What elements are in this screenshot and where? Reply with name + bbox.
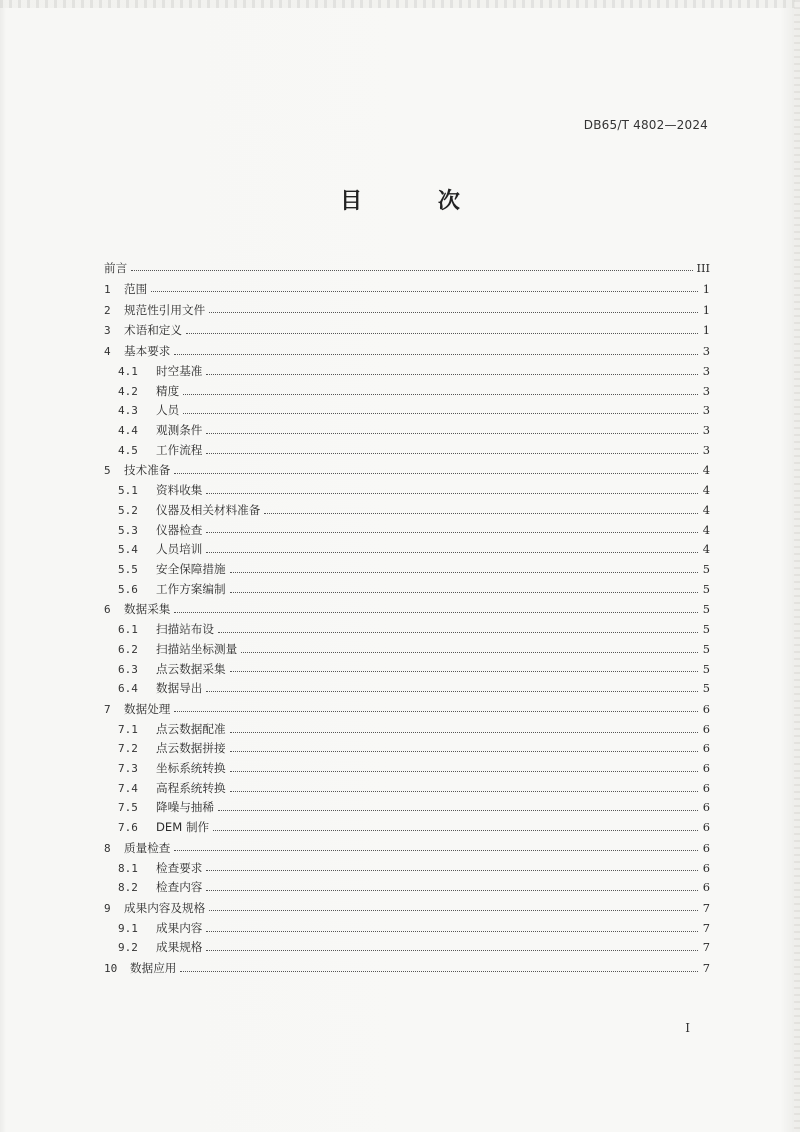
dot-leader (230, 571, 698, 573)
toc-title: 目 次 (340, 189, 494, 214)
dot-leader (206, 869, 698, 871)
toc-entry-number: 6.2 (118, 642, 138, 656)
toc-entry-number: 8 (104, 841, 111, 855)
dot-leader (151, 290, 698, 292)
toc-entry-page: 1 (702, 323, 710, 338)
toc-entry-page: 7 (702, 900, 710, 915)
toc-entry-number: 4.3 (118, 404, 138, 418)
toc-entry-number: 4 (104, 345, 111, 359)
dot-leader (213, 829, 698, 831)
toc-entry[interactable] (104, 258, 710, 279)
toc-entry-number: 4.1 (118, 364, 138, 378)
toc-entry[interactable] (104, 460, 710, 481)
toc-entry[interactable] (104, 699, 710, 720)
toc-entry-page: 7 (702, 940, 710, 955)
dot-leader (174, 611, 698, 613)
toc-entry[interactable] (104, 898, 710, 919)
toc-entry-label: 高程系统转换 (156, 780, 226, 795)
toc-subentry[interactable] (104, 759, 710, 779)
toc-entry-page: 6 (702, 780, 710, 795)
toc-entry-number: 6.4 (118, 682, 138, 696)
toc-subentry[interactable] (104, 720, 710, 740)
document-code: DB65/T 4802—2024 (583, 118, 708, 132)
toc-subentry[interactable] (104, 779, 710, 799)
toc-entry-label: 数据处理 (124, 701, 171, 716)
toc-entry-label: 数据应用 (130, 961, 177, 976)
dot-leader (209, 909, 698, 911)
toc-entry[interactable] (104, 599, 710, 620)
dot-leader (206, 889, 698, 891)
toc-subentry[interactable] (104, 938, 710, 958)
toc-entry-page: 3 (702, 363, 710, 378)
dot-leader (230, 790, 698, 792)
toc-subentry[interactable] (104, 798, 710, 818)
toc-entry-number: 1 (104, 282, 111, 296)
dot-leader (174, 710, 698, 712)
toc-subentry[interactable] (104, 521, 710, 541)
toc-entry[interactable] (104, 279, 710, 300)
dot-leader (230, 750, 698, 752)
toc-entry-label: 检查内容 (156, 880, 203, 895)
toc-entry-number: 7.2 (118, 742, 138, 756)
toc-subentry[interactable] (104, 362, 710, 382)
toc-subentry[interactable] (104, 620, 710, 640)
toc-entry-number: 6.1 (118, 623, 138, 637)
toc-entry-page: 3 (702, 403, 710, 418)
toc-entry-number: 7.3 (118, 762, 138, 776)
toc-entry-page: 3 (702, 442, 710, 457)
dot-leader (230, 770, 698, 772)
toc-entry-label: 工作流程 (156, 442, 203, 457)
toc-entry-page: 4 (702, 463, 710, 478)
toc-entry-page: 6 (702, 701, 710, 716)
toc-entry-number: 5.6 (118, 582, 138, 596)
scan-top-edge (0, 0, 800, 8)
toc-entry-page: 4 (702, 542, 710, 557)
dot-leader (206, 492, 698, 494)
toc-entry-number: 10 (104, 962, 118, 976)
toc-entry-label: 成果内容及规格 (124, 900, 206, 915)
dot-leader (218, 809, 698, 811)
dot-leader (230, 731, 698, 733)
toc-subentry[interactable] (104, 859, 710, 879)
toc-entry-label: 数据导出 (156, 681, 203, 696)
toc-entry-label: 仪器检查 (156, 522, 203, 537)
dot-leader (230, 591, 698, 593)
dot-leader (174, 849, 698, 851)
dot-leader (186, 332, 698, 334)
toc-entry-label: 人员培训 (156, 542, 203, 557)
toc-entry-number: 7 (104, 702, 111, 716)
toc-entry-label: 检查要求 (156, 860, 203, 875)
toc-entry-label: 观测条件 (156, 423, 203, 438)
toc-subentry[interactable] (104, 660, 710, 680)
toc-subentry[interactable] (104, 580, 710, 600)
page-number: I (685, 1021, 690, 1035)
dot-leader (264, 512, 698, 514)
toc-entry-label: 成果规格 (156, 940, 203, 955)
dot-leader (206, 949, 698, 951)
dot-leader (206, 551, 698, 553)
toc-entry-number: 4.2 (118, 384, 138, 398)
toc-entry-number: 7.4 (118, 781, 138, 795)
toc-entry-label: 点云数据配准 (156, 721, 226, 736)
toc-entry-label: 技术准备 (124, 463, 171, 478)
toc-entry-label: 时空基准 (156, 363, 203, 378)
toc-entry-label: 坐标系统转换 (156, 761, 226, 776)
toc-entry-label: 点云数据采集 (156, 661, 226, 676)
toc-entry-label: 术语和定义 (124, 323, 182, 338)
toc-entry-page: 6 (702, 820, 710, 835)
toc-subentry[interactable] (104, 441, 710, 461)
toc-entry-page: 5 (702, 622, 710, 637)
dot-leader (206, 373, 698, 375)
toc-entry-label: DEM 制作 (156, 820, 210, 835)
dot-leader (174, 353, 698, 355)
toc-entry-number: 5.3 (118, 523, 138, 537)
toc-entry-label: 前言 (104, 261, 128, 275)
dot-leader (183, 393, 698, 395)
toc-entry-number: 5.5 (118, 562, 138, 576)
toc-entry-number: 4.4 (118, 424, 138, 438)
toc-entry-label: 数据采集 (124, 602, 171, 617)
toc-entry-number: 5.4 (118, 543, 138, 557)
toc-entry-number: 9.2 (118, 941, 138, 955)
toc-entry-page: 3 (702, 423, 710, 438)
dot-leader (206, 531, 698, 533)
toc-entry[interactable] (104, 300, 710, 321)
toc-entry-page: 6 (702, 741, 710, 756)
toc-subentry[interactable] (104, 540, 710, 560)
dot-leader (183, 412, 698, 414)
toc-entry-label: 人员 (156, 403, 180, 418)
dot-leader (218, 631, 698, 633)
toc-entry-label: 规范性引用文件 (124, 302, 206, 317)
toc-entry-page: 1 (702, 281, 710, 296)
toc-entry-number: 3 (104, 324, 111, 338)
toc-entry-page: 5 (702, 581, 710, 596)
toc-entry-page: 5 (702, 561, 710, 576)
toc-entry-page: 3 (702, 344, 710, 359)
toc-entry-label: 工作方案编制 (156, 581, 226, 596)
toc-entry-page: 5 (702, 602, 710, 617)
table-of-contents (104, 258, 710, 979)
toc-entry-number: 9 (104, 901, 111, 915)
toc-subentry[interactable] (104, 818, 710, 838)
dot-leader (206, 690, 698, 692)
dot-leader (206, 452, 698, 454)
toc-subentry[interactable] (104, 679, 710, 699)
toc-entry-label: 范围 (124, 281, 148, 296)
toc-entry-page: 4 (702, 483, 710, 498)
dot-leader (180, 970, 698, 972)
toc-entry-page: 7 (702, 920, 710, 935)
toc-entry-number: 5.2 (118, 503, 138, 517)
toc-entry-number: 7.1 (118, 722, 138, 736)
toc-entry-number: 2 (104, 303, 111, 317)
dot-leader (206, 432, 698, 434)
toc-entry-page: 6 (702, 721, 710, 736)
toc-entry-page: 6 (702, 840, 710, 855)
toc-entry-page: 5 (702, 681, 710, 696)
toc-entry[interactable] (104, 958, 710, 979)
toc-entry[interactable] (104, 838, 710, 859)
toc-entry-label: 基本要求 (124, 344, 171, 359)
toc-entry-page: 6 (702, 880, 710, 895)
toc-entry-page: 4 (702, 522, 710, 537)
toc-entry-number: 6 (104, 603, 111, 617)
toc-entry-number: 6.3 (118, 662, 138, 676)
toc-entry-label: 点云数据拼接 (156, 741, 226, 756)
toc-entry-page: 3 (702, 383, 710, 398)
toc-entry[interactable] (104, 341, 710, 362)
toc-entry-page: 5 (702, 641, 710, 656)
toc-entry-page: 7 (702, 961, 710, 976)
toc-entry-label: 降噪与抽稀 (156, 800, 214, 815)
dot-leader (230, 670, 698, 672)
toc-subentry[interactable] (104, 382, 710, 402)
toc-entry-page: 6 (702, 800, 710, 815)
toc-entry-label: 仪器及相关材料准备 (156, 502, 261, 517)
toc-entry[interactable] (104, 320, 710, 341)
toc-subentry[interactable] (104, 481, 710, 501)
toc-entry-page: III (696, 261, 710, 275)
toc-subentry[interactable] (104, 739, 710, 759)
toc-entry-page: 4 (702, 502, 710, 517)
toc-subentry[interactable] (104, 919, 710, 939)
dot-leader (209, 311, 698, 313)
dot-leader (206, 930, 698, 932)
toc-entry-number: 4.5 (118, 443, 138, 457)
toc-entry-page: 6 (702, 860, 710, 875)
toc-entry-label: 安全保障措施 (156, 561, 226, 576)
dot-leader (241, 651, 698, 653)
toc-subentry[interactable] (104, 878, 710, 898)
toc-entry-number: 7.5 (118, 801, 138, 815)
toc-subentry[interactable] (104, 421, 710, 441)
toc-entry-number: 5 (104, 464, 111, 478)
toc-entry-number: 8.2 (118, 881, 138, 895)
scan-right-edge (794, 0, 800, 1132)
toc-subentry[interactable] (104, 560, 710, 580)
dot-leader (174, 472, 698, 474)
toc-entry-number: 8.1 (118, 861, 138, 875)
toc-entry-label: 扫描站布设 (156, 622, 214, 637)
toc-entry-page: 6 (702, 761, 710, 776)
toc-entry-label: 质量检查 (124, 840, 171, 855)
toc-entry-number: 7.6 (118, 821, 138, 835)
toc-entry-label: 资料收集 (156, 483, 203, 498)
toc-entry-page: 1 (702, 302, 710, 317)
toc-subentry[interactable] (104, 501, 710, 521)
toc-entry-number: 9.1 (118, 921, 138, 935)
toc-entry-number: 5.1 (118, 484, 138, 498)
toc-entry-page: 5 (702, 661, 710, 676)
toc-subentry[interactable] (104, 401, 710, 421)
toc-subentry[interactable] (104, 640, 710, 660)
toc-entry-label: 成果内容 (156, 920, 203, 935)
dot-leader (131, 269, 692, 271)
toc-entry-label: 精度 (156, 383, 180, 398)
toc-entry-label: 扫描站坐标测量 (156, 641, 238, 656)
